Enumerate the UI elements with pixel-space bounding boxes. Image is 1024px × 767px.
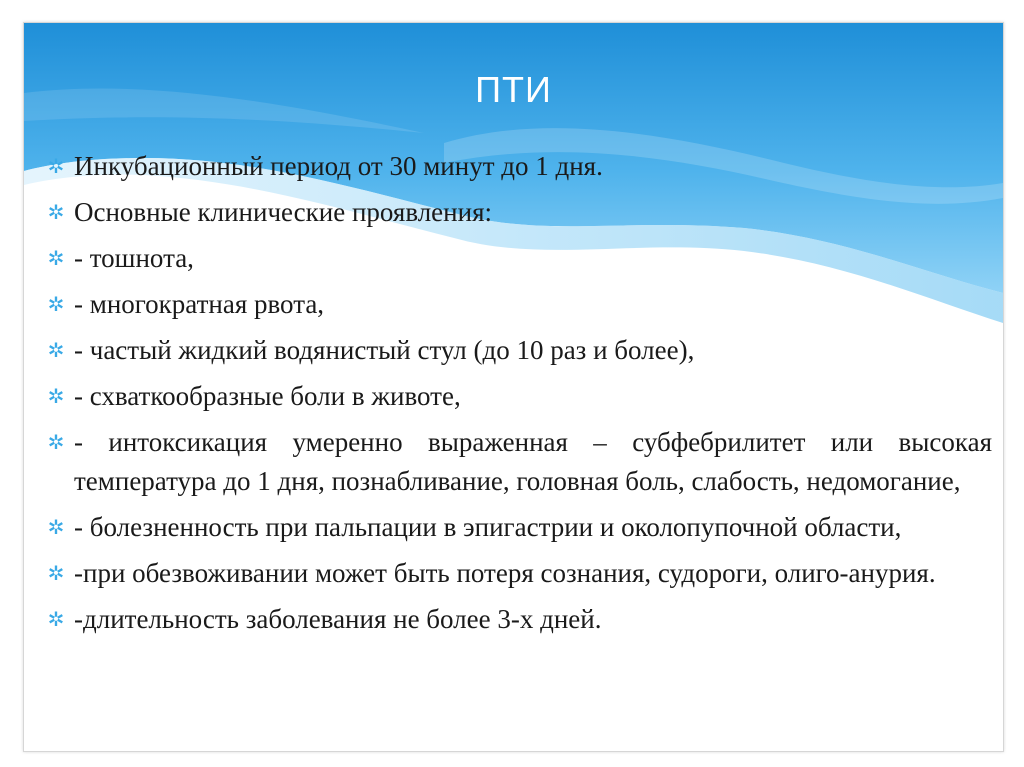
bullet-text: Основные клинические проявления: <box>74 197 492 227</box>
bullet-list <box>46 147 992 646</box>
bullet-item <box>46 147 992 186</box>
bullet-item <box>46 377 992 416</box>
bullet-star-icon: ✲ <box>47 292 65 316</box>
bullet-text: - интоксикация умеренно выраженная – субфебрилитет или высокая температура до 1 дня, познабливание, головная боль, слабость, недомогание, <box>74 427 992 496</box>
bullet-item <box>46 600 992 639</box>
bullet-item <box>46 508 992 547</box>
bullet-star-icon: ✲ <box>47 515 65 539</box>
bullet-star-icon: ✲ <box>47 338 65 362</box>
bullet-text: - тошнота, <box>74 243 194 273</box>
bullet-item <box>46 285 992 324</box>
bullet-text: -длительность заболевания не более 3-х дней. <box>74 604 602 634</box>
bullet-text: - схваткообразные боли в животе, <box>74 381 461 411</box>
slide-title: ПТИ <box>475 69 552 110</box>
bullet-item <box>46 239 992 278</box>
bullet-star-icon: ✲ <box>47 561 65 585</box>
bullet-star-icon: ✲ <box>47 430 65 454</box>
bullet-text: - частый жидкий водянистый стул (до 10 раз и более), <box>74 335 695 365</box>
slide <box>23 22 1004 752</box>
bullet-item <box>46 193 992 232</box>
bullet-item <box>46 554 992 593</box>
bullet-star-icon: ✲ <box>47 154 65 178</box>
bullet-item <box>46 331 992 370</box>
bullet-star-icon: ✲ <box>47 607 65 631</box>
bullet-item <box>46 423 992 501</box>
bullet-star-icon: ✲ <box>47 200 65 224</box>
bullet-text: Инкубационный период от 30 минут до 1 дня. <box>74 151 603 181</box>
bullet-text: - многократная рвота, <box>74 289 325 319</box>
bullet-star-icon: ✲ <box>47 384 65 408</box>
bullet-text: - болезненность при пальпации в эпигастрии и околопупочной области, <box>74 512 902 542</box>
bullet-text: -при обезвоживании может быть потеря сознания, судороги, олиго-анурия. <box>74 558 936 588</box>
bullet-star-icon: ✲ <box>47 246 65 270</box>
